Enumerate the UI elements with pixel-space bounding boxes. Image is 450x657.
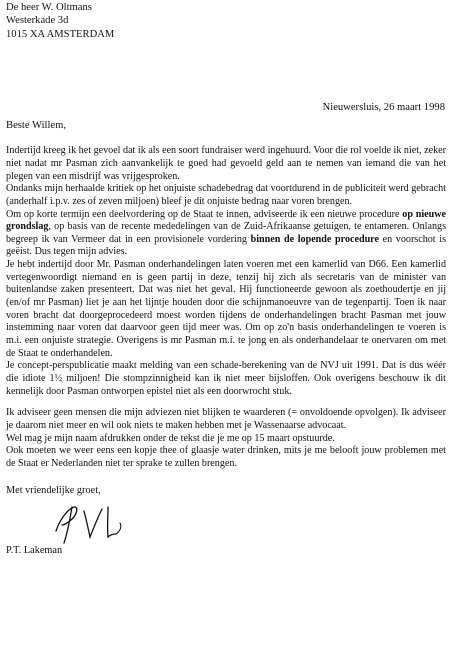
- recipient-name: De heer W. Oltmans: [6, 2, 92, 13]
- letter-body: [6, 145, 446, 470]
- handwritten-signature: [50, 501, 130, 546]
- paragraph-5: Je concept-perspublicatie maakt melding van een schade-berekening van de NVJ uit 1991. Dat is dus wéér die idiote 1½ miljoen! Die stompzinnigheid kan ik niet meer bijsloffen. Ook overigens beschouw ik dit kennelijk door Pasman ontworpen epistel niet als een doorwrocht stuk.: [6, 360, 446, 397]
- paragraph-7: Wel mag je mijn naam afdrukken onder de tekst die je me op 15 maart opstuurde.: [6, 432, 335, 444]
- recipient-street: Westerkade 3d: [6, 15, 69, 27]
- salutation: Beste Willem,: [6, 120, 66, 132]
- paragraph-6: Ik adviseer geen mensen die mijn adviezen niet blijken te waarderen (= onvoldoende opvolgen). Ik adviseer je daarom niet meer en wil ook niets te maken hebben met je Wassenaarse advocaat.: [6, 407, 446, 431]
- letter-date: Nieuwersluis, 26 maart 1998: [322, 102, 445, 114]
- recipient-address: [6, 1, 446, 41]
- paragraph-3-bold-b: binnen de lopende procedure: [250, 233, 379, 245]
- recipient-city: 1015 XA AMSTERDAM: [6, 28, 115, 40]
- paragraph-8: Ook moeten we weer eens een kopje thee of glaasje water drinken, mits je me belooft jouw problemen met de Staat er Nederlanden niet ter sprake te zullen brengen.: [6, 445, 446, 469]
- paragraph-1: Indertijd kreeg ik het gevoel dat ik als een soort fundraiser werd ingehuurd. Voor die rol voelde ik niet, zeker niet nadat mr Pasman zich aanvankelijk te goed had gevoeld geld aan te nemen van iemand die van het plegen van een misdrijf was vrijgesproken.: [6, 145, 446, 182]
- letter: [6, 0, 446, 557]
- paragraph-3-part-a: Om op korte termijn een deelvordering op de Staat te innen, adviseerde ik een nieuwe procedure: [6, 208, 403, 220]
- paragraph-2: Ondanks mijn herhaalde kritiek op het onjuiste schadebedrag dat voortdurend in de publiciteit werd gebracht (anderhalf i.p.v. zes of zeven miljoen) bleef je dit onjuiste bedrag naar voren brengen.: [6, 183, 446, 207]
- paragraph-3-bold-a: op nieuwe grondslag: [6, 208, 447, 233]
- paragraph-3-part-c: , op basis van de recente mededelingen van de Zuid-Afrikaanse getuigen, te entameren. Onlangs begreep ik van Vermeer dat in een provisionele vordering: [6, 221, 446, 245]
- paragraph-4: Je hebt indertijd door Mr. Pasman onderhandelingen laten voeren met een kamerlid van D66. Een kamerlid vertegenwoordigt niemand en is geen partij in deze, tenzij hij zich als secretaris van de minister van buitenlandse zaken presenteert. Dat was niet het geval. Hij functioneerde gewoon als zoethoudertje en jij (en/of mr Pasman) liet je aan het lijntje houden door die schijnmanoeuvre van de tegenpartij. Toen ik naar voren bracht dat doorgeprocedeerd moest worden tijdens de onderhandelingen bracht Pasman met jouw instemming naar voren dat daarvoor geen tijd meer was. Om op zo'n basis onderhandelingen te voeren is m.i. een onjuiste strategie. Overigens is mr Pasman m.i. te jong en als onderhandelaar te onervaren om met de Staat te onderhandelen.: [6, 259, 446, 359]
- paragraph-3: [6, 209, 446, 260]
- signer-name: P.T. Lakeman: [6, 544, 63, 556]
- closing: Met vriendelijke groet,: [6, 484, 101, 496]
- paragraph-3-part-e: en voorschot is geëist. Dus tegen mijn advies.: [6, 233, 446, 258]
- paragraph-gap: [6, 398, 446, 407]
